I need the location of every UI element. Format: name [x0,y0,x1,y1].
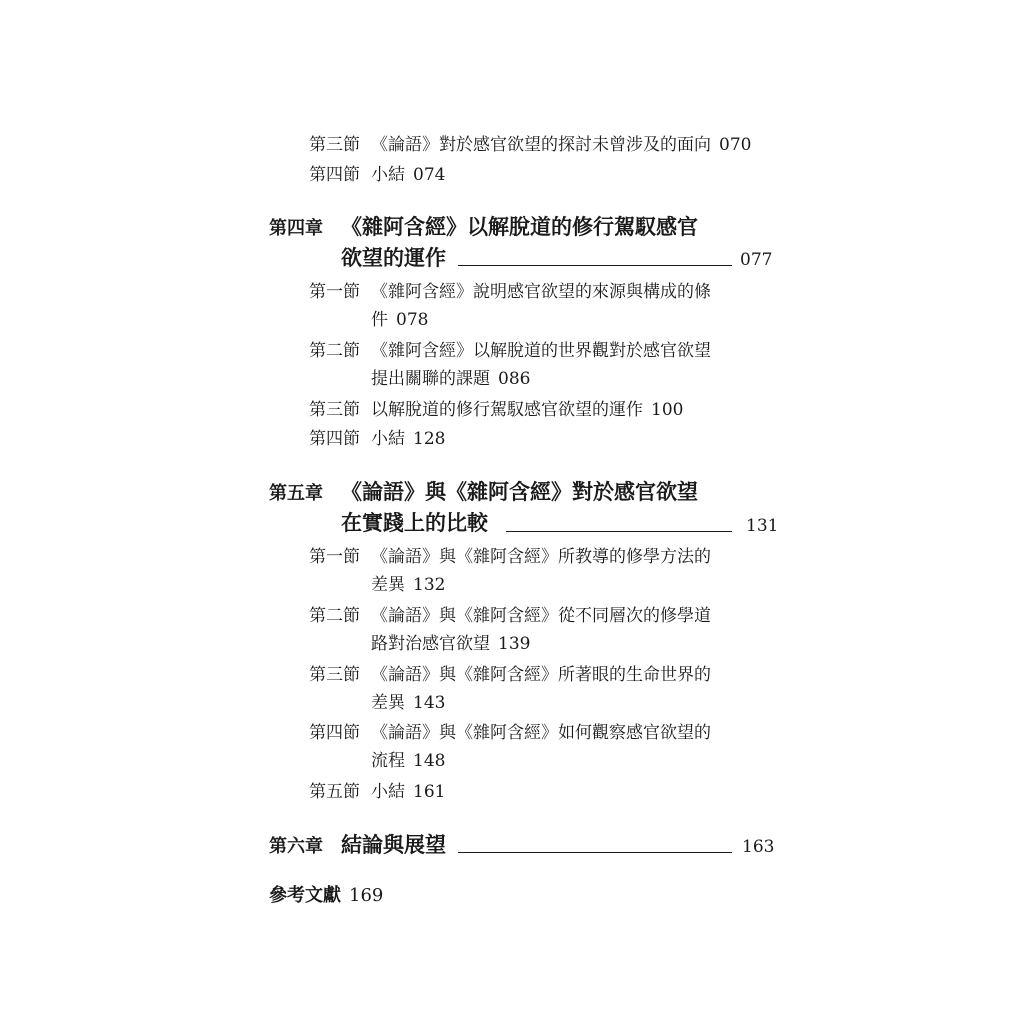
section-title: 《論語》與《雜阿含經》如何觀察感官欲望的 [371,723,711,743]
section-label: 第四節 [309,429,360,449]
section-page: 086 [498,369,531,389]
toc-section-4-2 [309,339,711,363]
toc-section-5-5 [309,780,445,804]
section-title: 小結 [371,429,405,449]
leader-line [506,531,732,532]
toc-references [269,883,383,909]
section-title: 小結 [371,782,405,802]
toc-section-5-2 [309,604,711,628]
section-label: 第四節 [309,723,360,743]
section-page: 148 [413,751,446,771]
section-title-cont: 提出關聯的課題 [371,369,490,389]
references-title: 參考文獻 [269,885,341,906]
chapter-title-line1: 《論語》與《雜阿含經》對於感官欲望 [341,479,698,504]
section-label: 第三節 [309,665,360,685]
toc-section-4-2-cont [371,367,530,391]
section-title: 《論語》與《雜阿含經》所教導的修學方法的 [371,547,711,567]
section-page: 078 [396,310,429,330]
chapter-title: 結論與展望 [341,832,446,857]
section-title: 以解脫道的修行駕馭感官欲望的運作 [371,400,643,420]
chapter-title-line1: 《雜阿含經》以解脫道的修行駕馭感官 [341,214,698,239]
toc-section-4-3 [309,398,683,422]
toc-chapter-4 [269,212,698,244]
section-title: 《論語》與《雜阿含經》所著眼的生命世界的 [371,665,711,685]
chapter-label: 第五章 [269,483,323,504]
section-title-cont: 差異 [371,693,405,713]
section-page: 074 [413,165,446,185]
section-page: 132 [413,575,446,595]
toc-section-5-4 [309,721,711,745]
section-label: 第三節 [309,135,360,155]
leader-line [458,852,732,853]
toc-chapter-6 [269,830,446,862]
chapter-label: 第六章 [269,836,323,857]
section-title-cont: 件 [371,310,388,330]
toc-section-4-4 [309,427,445,451]
toc-section-5-2-cont [371,632,530,656]
section-page: 161 [413,782,446,802]
section-page: 143 [413,693,446,713]
section-label: 第二節 [309,341,360,361]
section-label: 第五節 [309,782,360,802]
toc-section-5-3-cont [371,691,445,715]
section-page: 100 [651,400,684,420]
toc-section-5-1-cont [371,573,445,597]
chapter-page: 163 [742,837,775,857]
section-title: 《雜阿含經》說明感官欲望的來源與構成的條 [371,282,711,302]
chapter-page: 131 [746,516,779,536]
toc-chapter-5 [269,477,698,509]
toc-section-5-3 [309,663,711,687]
section-title: 《論語》對於感官欲望的探討未曾涉及的面向 [371,135,711,155]
chapter-page: 077 [740,250,773,270]
section-label: 第一節 [309,282,360,302]
toc-section-5-4-cont [371,749,445,773]
section-title: 小結 [371,165,405,185]
toc-section-3-4 [309,163,445,187]
toc-section-3-3 [309,133,751,157]
toc-section-4-1 [309,280,711,304]
section-label: 第一節 [309,547,360,567]
toc-section-4-1-cont [371,308,428,332]
chapter-title-line2: 欲望的運作 [341,245,446,270]
section-page: 139 [498,634,531,654]
references-page: 169 [349,885,384,906]
section-title-cont: 路對治感官欲望 [371,634,490,654]
leader-line [458,265,732,266]
section-label: 第三節 [309,400,360,420]
section-title-cont: 流程 [371,751,405,771]
chapter-label: 第四章 [269,218,323,239]
section-label: 第二節 [309,606,360,626]
toc-section-5-1 [309,545,711,569]
section-page: 070 [719,135,752,155]
section-page: 128 [413,429,446,449]
section-title-cont: 差異 [371,575,405,595]
section-label: 第四節 [309,165,360,185]
section-title: 《雜阿含經》以解脫道的世界觀對於感官欲望 [371,341,711,361]
section-title: 《論語》與《雜阿含經》從不同層次的修學道 [371,606,711,626]
chapter-title-line2: 在實踐上的比較 [341,510,488,535]
